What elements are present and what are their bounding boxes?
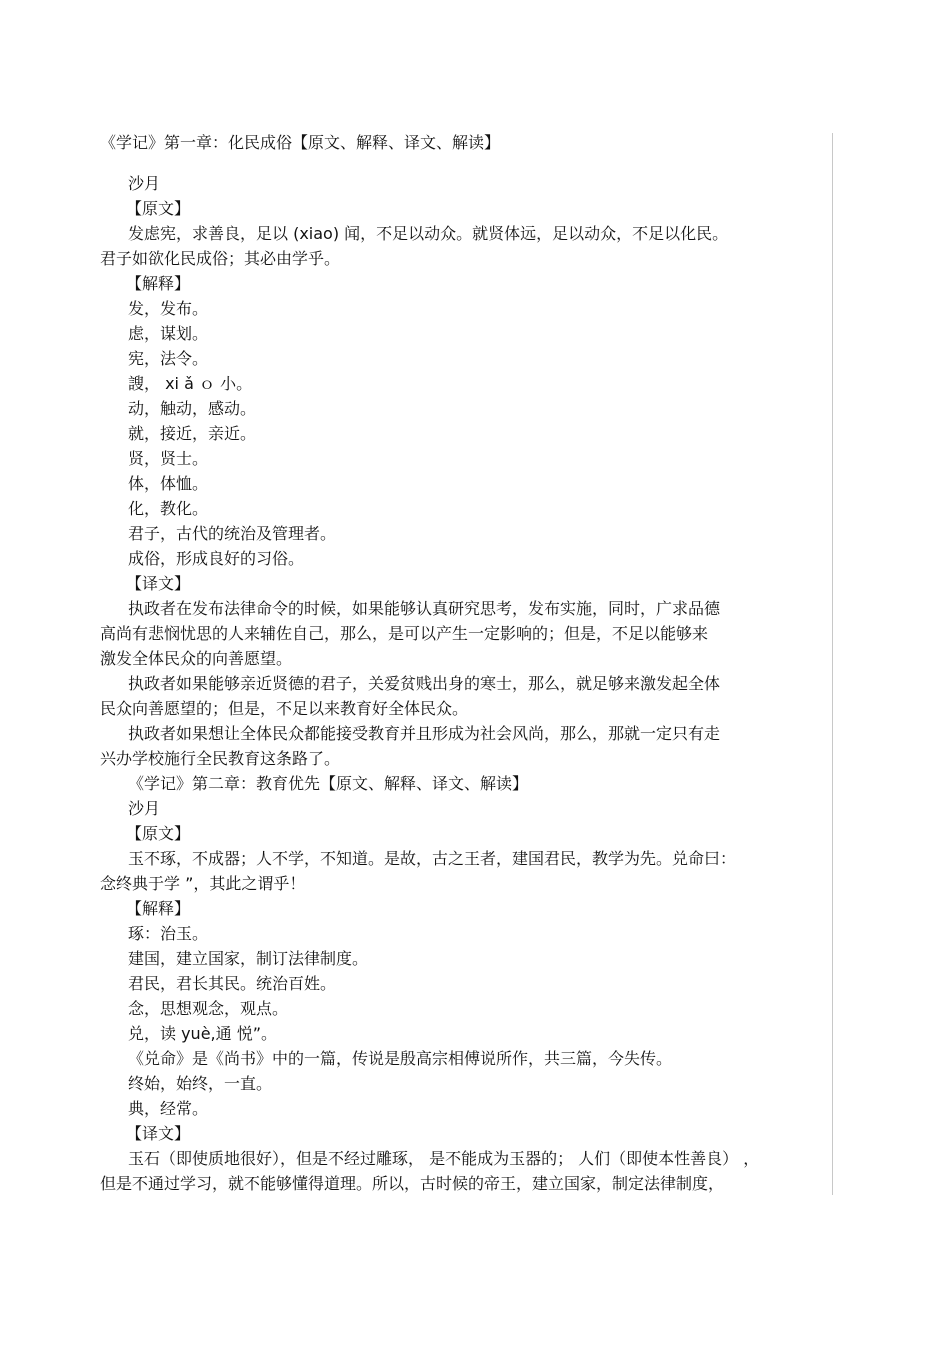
jieshi-item: 典，经常。 xyxy=(128,1099,209,1118)
document-title: 《学记》第一章：化民成俗【原文、解释、译文、解读】 xyxy=(100,133,501,152)
jieshi-item: 化，教化。 xyxy=(128,499,209,518)
jieshi-item: 发，发布。 xyxy=(128,299,209,318)
yuanwen-line: 玉不琢，不成器；人不学，不知道。是故，古之王者，建国君民，教学为先。兑命曰： xyxy=(128,849,737,868)
jieshi-item: 琢：治玉。 xyxy=(128,924,209,943)
jieshi-item: 就，接近，亲近。 xyxy=(128,424,257,443)
yiwen-line: 执政者在发布法律命令的时候，如果能够认真研究思考，发布实施，同时，广求品德 xyxy=(128,599,721,618)
page-margin-rule xyxy=(832,133,833,1195)
jieshi-item: 成俗，形成良好的习俗。 xyxy=(128,549,305,568)
section-heading-yuanwen: 【原文】 xyxy=(126,199,191,218)
jieshi-item: 宪，法令。 xyxy=(128,349,209,368)
jieshi-item: 念，思想观念，观点。 xyxy=(128,999,289,1018)
section-heading-jieshi: 【解释】 xyxy=(126,274,191,293)
jieshi-item: 君子，古代的统治及管理者。 xyxy=(128,524,337,543)
section-heading-yiwen: 【译文】 xyxy=(126,574,191,593)
section-heading-yiwen: 【译文】 xyxy=(126,1124,191,1143)
author-line: 沙月 xyxy=(128,799,161,818)
yiwen-line: 高尚有悲悯忧思的人来辅佐自己，那么，是可以产生一定影响的；但是，不足以能够来 xyxy=(100,624,709,643)
yuanwen-line: 发虑宪，求善良，足以 (xiao) 闻，不足以动众。就贤体远，足以动众，不足以化民。 xyxy=(128,224,729,243)
jieshi-item: 《兑命》是《尚书》中的一篇，传说是殷高宗相傅说所作，共三篇，今失传。 xyxy=(128,1049,673,1068)
jieshi-item: 终始，始终，一直。 xyxy=(128,1074,273,1093)
yuanwen-line: 念终典于学 ”，其此之谓乎！ xyxy=(100,874,306,893)
yiwen-line: 玉石（即使质地很好），但是不经过雕琢， 是不能成为玉器的； 人们（即使本性善良） ， xyxy=(128,1149,760,1168)
yiwen-line: 激发全体民众的向善愿望。 xyxy=(100,649,293,668)
yiwen-line: 执政者如果能够亲近贤德的君子，关爱贫贱出身的寒士，那么，就足够来激发起全体 xyxy=(128,674,721,693)
yiwen-line: 民众向善愿望的；但是，不足以来教育好全体民众。 xyxy=(100,699,469,718)
jieshi-item: 建国，建立国家，制订法律制度。 xyxy=(128,949,369,968)
author-line: 沙月 xyxy=(128,174,161,193)
jieshi-item: 体，体恤。 xyxy=(128,474,209,493)
jieshi-item: 贤，贤士。 xyxy=(128,449,209,468)
yuanwen-line: 君子如欲化民成俗；其必由学乎。 xyxy=(100,249,341,268)
section-heading-jieshi: 【解释】 xyxy=(126,899,191,918)
yiwen-line: 兴办学校施行全民教育这条路了。 xyxy=(100,749,341,768)
document-body xyxy=(100,171,830,1196)
chapter-title: 《学记》第二章：教育优先【原文、解释、译文、解读】 xyxy=(128,774,529,793)
jieshi-item: 謏， xi ǎ ｏ 小。 xyxy=(128,374,253,393)
yiwen-line: 执政者如果想让全体民众都能接受教育并且形成为社会风尚，那么，那就一定只有走 xyxy=(128,724,721,743)
jieshi-item: 兑，读 yuè,通 悦”。 xyxy=(128,1024,278,1043)
jieshi-item: 君民，君长其民。统治百姓。 xyxy=(128,974,337,993)
jieshi-item: 虑，谋划。 xyxy=(128,324,209,343)
yiwen-line: 但是不通过学习，就不能够懂得道理。所以，古时候的帝王，建立国家，制定法律制度， xyxy=(100,1174,725,1193)
section-heading-yuanwen: 【原文】 xyxy=(126,824,191,843)
jieshi-item: 动，触动，感动。 xyxy=(128,399,257,418)
